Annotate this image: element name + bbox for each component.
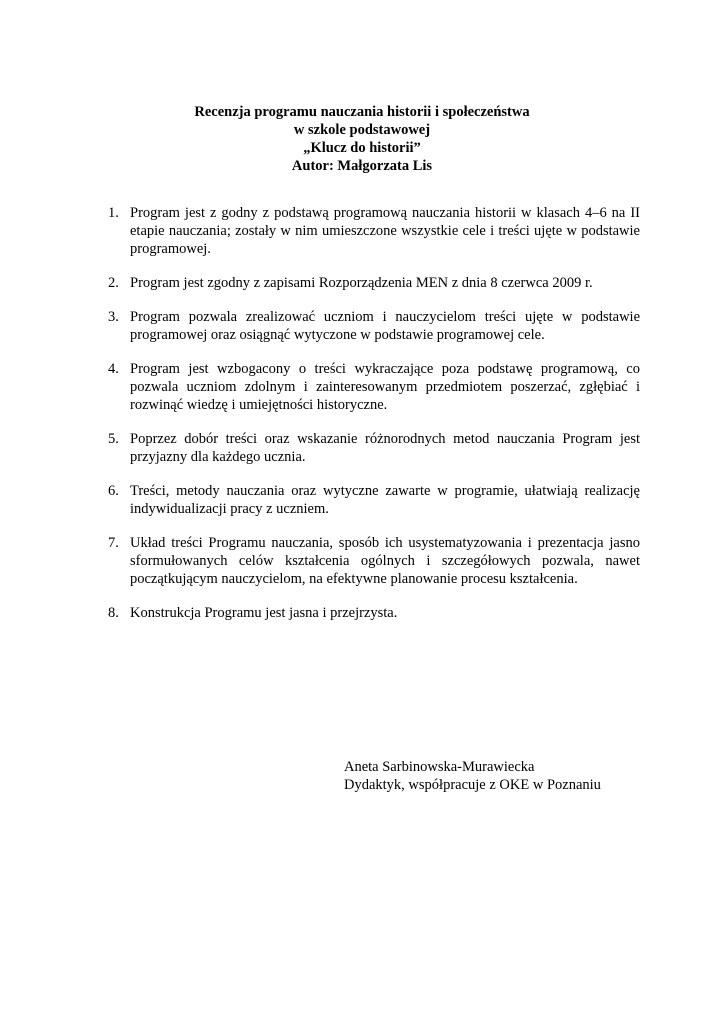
- list-item-number: 6.: [108, 483, 119, 499]
- list-item-number: 2.: [108, 275, 119, 291]
- document-title: [0, 103, 724, 175]
- list-item: [108, 308, 640, 344]
- list-item: [108, 204, 640, 258]
- title-line-3: „Klucz do historii”: [303, 140, 421, 156]
- review-points-list: [108, 204, 640, 638]
- list-item-text: Układ treści Programu nauczania, sposób ich usystematyzowania i prezentacja jasno sformułowanych celów kształcenia ogólnych i szczegółowych pozwala, nawet początkującym nauczycielom, na efektywne planowanie procesu kształcenia.: [130, 535, 640, 587]
- title-line-4: Autor: Małgorzata Lis: [291, 158, 433, 174]
- list-item-text: Program jest wzbogacony o treści wykraczające poza podstawę programową, co pozwala uczniom zdolnym i zainteresowanym przedmiotem poszerzać, zgłębiać i rozwinąć wiedzę i umiejętności historyczne.: [130, 361, 640, 413]
- list-item: [108, 534, 640, 588]
- list-item-number: 3.: [108, 309, 119, 325]
- list-item-number: 1.: [108, 205, 119, 221]
- list-item: [108, 360, 640, 414]
- list-item-text: Konstrukcja Programu jest jasna i przejrzysta.: [130, 605, 398, 621]
- list-item-text: Program pozwala zrealizować uczniom i nauczycielom treści ujęte w podstawie programowej oraz osiągnąć wytyczone w podstawie programowej cele.: [130, 309, 640, 343]
- title-line-1: Recenzja programu nauczania historii i społeczeństwa: [194, 104, 530, 120]
- list-item: [108, 482, 640, 518]
- list-item-number: 8.: [108, 605, 119, 621]
- list-item-number: 4.: [108, 361, 119, 377]
- signature-name: Aneta Sarbinowska-Murawiecka: [344, 759, 535, 775]
- list-item-number: 5.: [108, 431, 119, 447]
- list-item-number: 7.: [108, 535, 119, 551]
- title-line-2: w szkole podstawowej: [293, 122, 431, 138]
- list-item-text: Treści, metody nauczania oraz wytyczne zawarte w programie, ułatwiają realizację indywidualizacji pracy z uczniem.: [130, 483, 640, 517]
- list-item: [108, 604, 640, 622]
- list-item: [108, 430, 640, 466]
- list-item-text: Poprzez dobór treści oraz wskazanie różnorodnych metod nauczania Program jest przyjazny dla każdego ucznia.: [130, 431, 640, 465]
- list-item: [108, 274, 640, 292]
- list-item-text: Program jest z godny z podstawą programową nauczania historii w klasach 4–6 na II etapie nauczania; zostały w nim umieszczone wszystkie cele i treści ujęte w podstawie programowej.: [130, 205, 640, 257]
- signature-role: Dydaktyk, współpracuje z OKE w Poznaniu: [344, 777, 601, 793]
- signature-block: [344, 758, 601, 794]
- list-item-text: Program jest zgodny z zapisami Rozporządzenia MEN z dnia 8 czerwca 2009 r.: [130, 275, 593, 291]
